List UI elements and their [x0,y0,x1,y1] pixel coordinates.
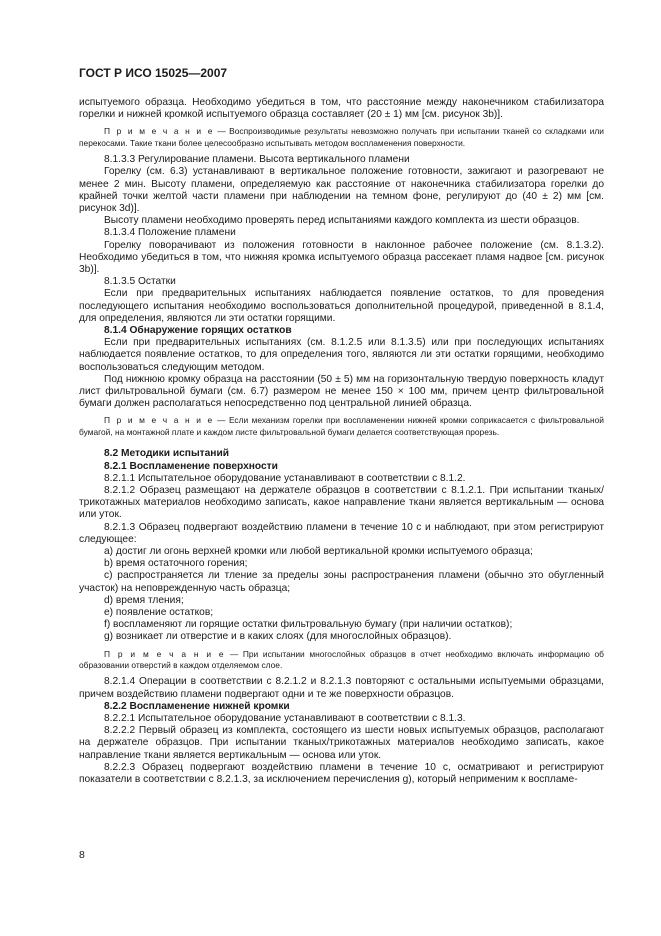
observation-list [79,546,604,644]
section-8-2-1-4: 8.2.1.4 Операции в соответствии с 8.2.1.2 и 8.2.1.3 повторяют с остальными испытуемыми образцами, причем воздействию пламени подвергают одни и те же поверхности образцов. [79,676,604,700]
section-8-1-4-paragraph-2: Под нижнюю кромку образца на расстоянии (50 ± 5) мм на горизонтальную твердую поверхность кладут лист фильтровальной бумаги (см. 6.7) размером не менее 150 × 100 мм, причем центр фильтровальной бумаги должен располагаться непосредственно под центральной линией образца. [79,373,604,410]
paragraph-continuation: испытуемого образца. Необходимо убедиться в том, что расстояние между наконечником стабилизатора горелки и нижней кромкой испытуемого образца составляет (20 ± 1) мм [см. рисунок 3b)]. [79,97,604,121]
list-item: e) появление остатков; [104,606,214,618]
section-8-2-1-title: 8.2.1 Воспламенение поверхности [104,460,278,472]
section-8-1-3-4-paragraph: Горелку поворачивают из положения готовности в наклонное рабочее положение (см. 8.1.3.2). Необходимо убедиться в том, что нижняя кромка испытуемого образца рассекает пламя надвое [см. рисунок 3b)]. [79,239,604,276]
note-text: — Воспроизводимые результаты невозможно получать при испытании тканей со складками или перекосами. Такие ткани более целесообразно испытывать методом воспламенения поверхности. [79,126,604,148]
section-8-1-3-3-paragraph: Горелку (см. 6.3) устанавливают в вертикальное положение готовности, зажигают и разогревают не менее 2 мин. Высоту пламени, определяемую как расстояние от наконечника стабилизатора горелки до крайней точки желтой части пламени при наблюдении на темном фоне, регулируют до (40 ± 2) мм [см. рисунок 3d)]. [79,166,604,215]
section-8-2-title: 8.2 Методики испытаний [104,448,229,460]
section-8-1-3-5-paragraph: Если при предварительных испытаниях наблюдается появление остатков, то для проведения последующего испытания необходимо воспользоваться дополнительной процедурой, приведенной в 8.1.4, для определения, являются ли эти остатки горящими. [79,288,604,324]
note-label: П р и м е ч а н и е [104,648,226,659]
list-item: b) время остаточного горения; [104,558,248,570]
section-8-2-1-1: 8.2.1.1 Испытательное оборудование устанавливают в соответствии с 8.1.2. [104,472,466,484]
note-text: — При испытании многослойных образцов в отчет необходимо включать информацию об образовании отверстий в каждом отделяемом слое. [79,648,604,670]
section-8-1-3-5-title: 8.1.3.5 Остатки [104,276,176,288]
page-number: 8 [79,849,85,861]
list-item: d) время тления; [104,594,184,606]
note-2 [79,415,604,438]
section-8-2-2-1: 8.2.2.1 Испытательное оборудование устанавливают в соответствии с 8.1.3. [104,712,466,724]
section-8-2-1-2: 8.2.1.2 Образец размещают на держателе образцов в соответствии с 8.1.2.1. При испытании тканых/трикотажных материалов необходимо записать, какое направление ткани является вертикальным — основа или уток. [79,484,604,521]
section-8-1-3-4-title: 8.1.3.4 Положение пламени [104,227,236,239]
section-8-2-1-3: 8.2.1.3 Образец подвергают воздействию пламени в течение 10 с и наблюдают, при этом регистрируют следующее: [79,521,604,545]
note-label: П р и м е ч а н и е [104,415,214,426]
section-8-1-3-3-title: 8.1.3.3 Регулирование пламени. Высота вертикального пламени [104,154,410,166]
section-8-1-3-3-paragraph-2: Высоту пламени необходимо проверять перед испытаниями каждого комплекта из шести образцов. [104,215,580,227]
note-1 [79,126,604,149]
section-8-2-2-title: 8.2.2 Воспламенение нижней кромки [104,700,290,712]
section-8-2-2-3: 8.2.2.3 Образец подвергают воздействию пламени в течение 10 с, осматривают и регистрируют показатели в соответствии с 8.2.1.3, за исключением перечисления g), который неприменим к воспламе- [79,761,604,785]
document-body [79,97,604,786]
page-header: ГОСТ Р ИСО 15025—2007 [79,66,228,80]
section-8-1-4-paragraph: Если при предварительных испытаниях (см. 8.1.2.5 или 8.1.3.5) или при последующих испытаниях наблюдается появление остатков, то для определения того, являются ли эти остатки горящими, необходимо воспользоваться следующим методом. [79,337,604,373]
note-text: — Если механизм горелки при воспламенении нижней кромки соприкасается с фильтровальной бумагой, на монтажной плате и каждом листе фильтровальной бумаги делается соответствующая прорезь. [79,415,604,437]
list-item: c) распространяется ли тление за пределы зоны распространения пламени (обычно это обугленный участок) на неповрежденную часть образца; [79,570,604,594]
list-item: a) достиг ли огонь верхней кромки или любой вертикальной кромки испытуемого образца; [104,545,533,557]
note-label: П р и м е ч а н и е [104,126,214,137]
list-item: f) воспламеняют ли горящие остатки фильтровальную бумагу (при наличии остатков); [104,619,513,631]
note-3 [79,649,604,672]
section-8-1-4-title: 8.1.4 Обнаружение горящих остатков [104,325,292,337]
section-8-2-2-2: 8.2.2.2 Первый образец из комплекта, состоящего из шести новых испытуемых образцов, располагают на держателе образцов. При испытании тканых/трикотажных материалов необходимо записать, какое направление ткани является вертикальным — основа или уток. [79,725,604,761]
list-item: g) возникает ли отверстие и в каких слоях (для многослойных образцов). [104,631,452,643]
